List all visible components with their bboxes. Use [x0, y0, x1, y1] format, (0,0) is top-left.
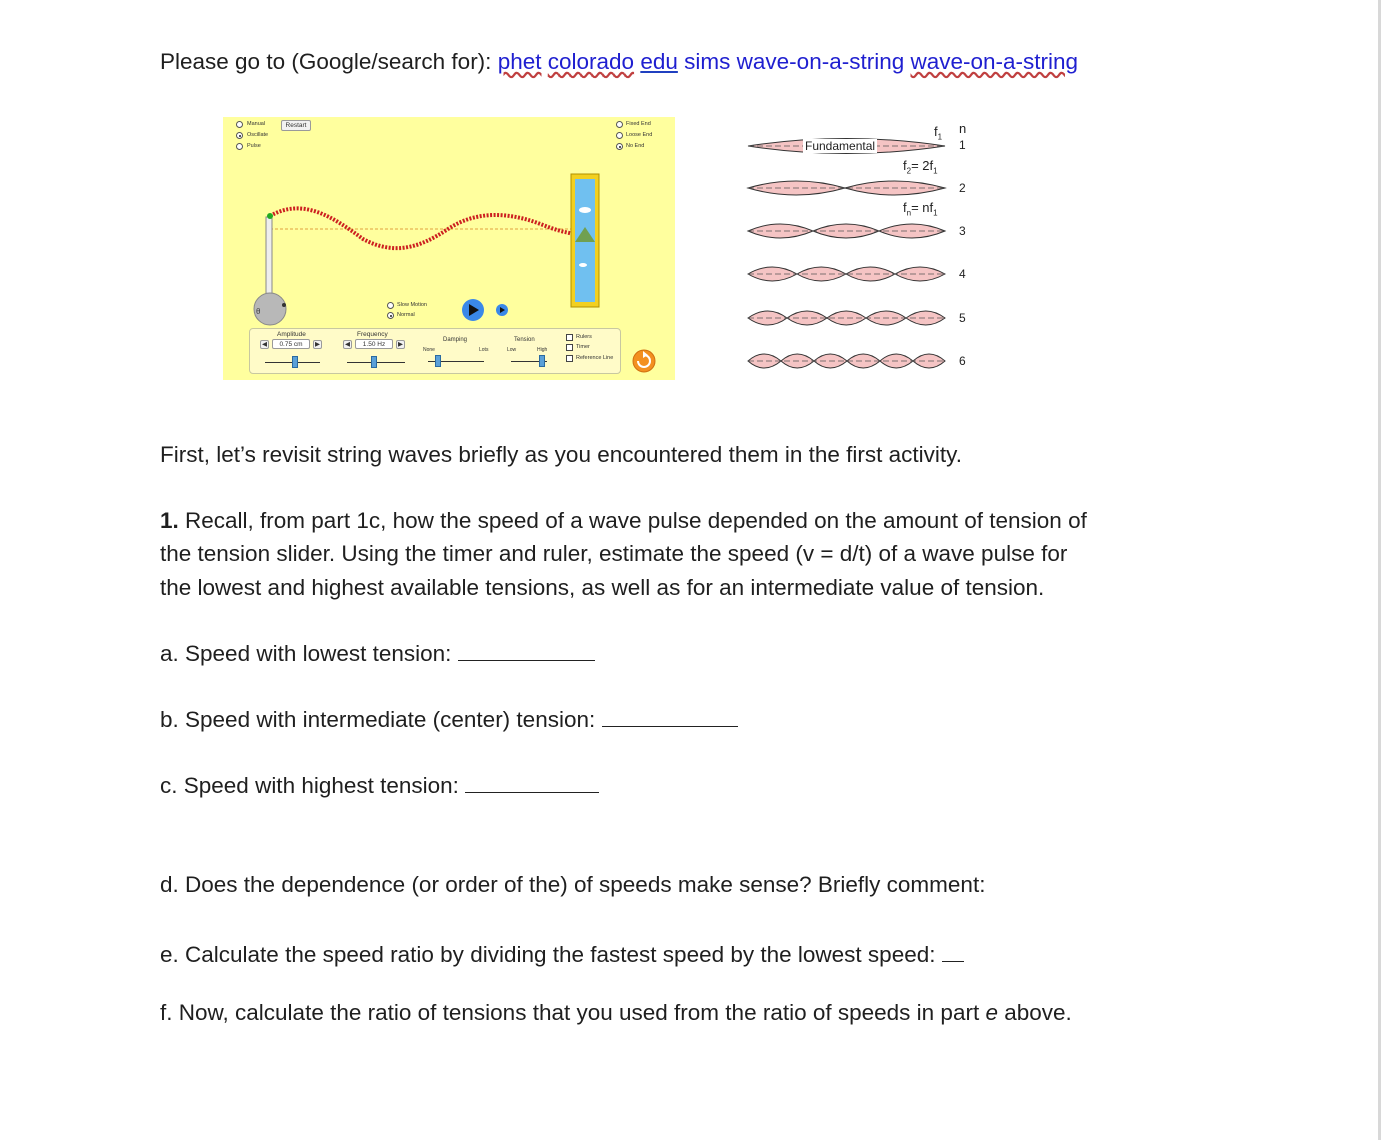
question-e-text: e. Calculate the speed ratio by dividing the fastest speed by the lowest speed:	[160, 942, 942, 967]
string-beads	[270, 208, 598, 248]
question-f-post: above.	[997, 1000, 1072, 1025]
speed-label-slow: Slow Motion	[397, 302, 427, 308]
harmonic-number-6: 6	[959, 354, 966, 368]
f2-eq-subscript: 1	[933, 166, 938, 176]
string-anchor-bead[interactable]	[267, 213, 273, 219]
step-button[interactable]	[496, 304, 508, 316]
frequency-increase-button[interactable]: ▶	[398, 341, 403, 348]
question-c-text: c. Speed with highest tension:	[160, 773, 466, 798]
amplitude-slider-thumb[interactable]	[292, 356, 298, 368]
wave-simulation	[223, 117, 675, 380]
question-1-text: Recall, from part 1c, how the speed of a wave pulse depended on the amount of tension of	[178, 508, 1087, 533]
damping-label: Damping	[443, 337, 468, 343]
damping-min-label: None	[423, 347, 435, 353]
link-word-wave-on-a-string-2[interactable]: wave-on-a-string	[910, 49, 1079, 74]
question-a-text: a. Speed with lowest tension:	[160, 641, 458, 666]
question-1-line-3: the lowest and highest available tensions, as well as for an intermediate value of tension.	[160, 575, 1045, 600]
timer-checkbox[interactable]	[566, 344, 573, 351]
reference-line-checkbox[interactable]	[566, 355, 573, 362]
damping-slider-thumb[interactable]	[435, 355, 441, 367]
harmonic-number-2: 2	[959, 181, 966, 195]
f1-subscript: 1	[937, 132, 943, 142]
amplitude-label: Amplitude	[277, 331, 306, 338]
tension-max-label: High	[537, 347, 548, 353]
tension-slider-thumb[interactable]	[539, 355, 545, 367]
question-1-line-1	[160, 508, 1087, 534]
link-word-edu[interactable]: edu	[640, 49, 678, 74]
harmonic-number-4: 4	[959, 267, 966, 281]
question-1-number: 1.	[160, 508, 179, 533]
answer-a-blank[interactable]	[458, 659, 595, 661]
frequency-decrease-button[interactable]: ◀	[345, 341, 350, 348]
mode-label-manual: Manual	[247, 121, 266, 127]
fn-eq-subscript: 1	[933, 208, 938, 218]
f1-symbol: f	[934, 124, 938, 139]
harmonic-number-1: 1	[959, 138, 966, 152]
question-b	[160, 707, 738, 733]
damping-max-label: Lots	[479, 347, 489, 353]
fn-eq: = nf	[911, 200, 934, 215]
question-d: d. Does the dependence (or order of the) of speeds make sense? Briefly comment:	[160, 872, 986, 897]
reset-all-icon[interactable]	[633, 350, 655, 372]
answer-b-blank[interactable]	[602, 725, 738, 727]
f1-label	[934, 124, 942, 142]
end-label-loose: Loose End	[626, 132, 653, 138]
question-f-pre: f. Now, calculate the ratio of tensions that you used from the ratio of speeds in part	[160, 1000, 986, 1025]
tension-min-label: Low	[507, 347, 517, 353]
link-word-phet[interactable]: phet	[497, 49, 542, 74]
link-word-wave-on-a-string[interactable]: wave-on-a-string	[736, 49, 905, 74]
question-f-em: e	[985, 1000, 998, 1025]
question-e	[160, 942, 964, 968]
question-f	[160, 1000, 1072, 1026]
wheel-pin-icon	[282, 303, 286, 307]
harmonic-number-5: 5	[959, 311, 966, 325]
link-word-sims[interactable]: sims	[684, 49, 731, 74]
f2-symbol: f	[903, 158, 907, 173]
f2-equation	[903, 158, 938, 176]
question-1-line-2: the tension slider. Using the timer and ruler, estimate the speed (v = d/t) of a wave pulse for	[160, 541, 1068, 566]
fn-symbol: f	[903, 200, 907, 215]
fn-subscript: n	[906, 208, 912, 218]
speed-label-normal: Normal	[397, 312, 415, 318]
tension-label: Tension	[514, 337, 535, 343]
harmonics-diagram	[740, 115, 985, 385]
f2-subscript: 2	[906, 166, 912, 176]
question-b-text: b. Speed with intermediate (center) tension:	[160, 707, 602, 732]
mode-label-oscillate: Oscillate	[247, 132, 269, 138]
mode-label-pulse: Pulse	[247, 143, 261, 149]
n-header: n	[959, 121, 967, 136]
restart-button[interactable]: Restart	[281, 120, 311, 131]
window-icon	[571, 174, 599, 307]
intro-paragraph: First, let’s revisit string waves briefly as you encountered them in the first activity.	[160, 442, 962, 467]
answer-c-blank[interactable]	[465, 791, 599, 793]
amplitude-increase-button[interactable]: ▶	[315, 341, 320, 348]
fn-equation	[903, 200, 938, 218]
end-label-no-end: No End	[626, 143, 645, 149]
amplitude-decrease-button[interactable]: ◀	[262, 341, 267, 348]
amplitude-value[interactable]: 0.75 cm	[272, 339, 310, 349]
f2-eq: = 2f	[911, 158, 934, 173]
answer-e-blank[interactable]	[942, 960, 964, 962]
reference-line-label: Reference Line	[576, 355, 614, 361]
fundamental-label: Fundamental	[805, 139, 876, 153]
frequency-value[interactable]: 1.50 Hz	[355, 339, 393, 349]
link-word-colorado[interactable]: colorado	[547, 49, 635, 74]
rulers-label: Rulers	[576, 334, 592, 340]
harmonic-loops	[740, 115, 985, 385]
intro-line	[160, 49, 1078, 75]
end-label-fixed: Fixed End	[626, 121, 651, 127]
play-button[interactable]	[462, 299, 484, 321]
wheel-symbol-icon: θ	[256, 307, 261, 316]
question-a	[160, 641, 595, 667]
frequency-slider-thumb[interactable]	[371, 356, 377, 368]
rulers-checkbox[interactable]	[566, 334, 573, 341]
question-c	[160, 773, 599, 799]
timer-label: Timer	[576, 344, 590, 350]
speed-radio-normal[interactable]	[387, 312, 394, 319]
frequency-label: Frequency	[357, 331, 388, 338]
speed-radio-slow[interactable]	[387, 302, 394, 309]
harmonic-number-3: 3	[959, 224, 966, 238]
intro-prefix: Please go to (Google/search for):	[160, 49, 498, 74]
control-panel	[249, 328, 621, 374]
